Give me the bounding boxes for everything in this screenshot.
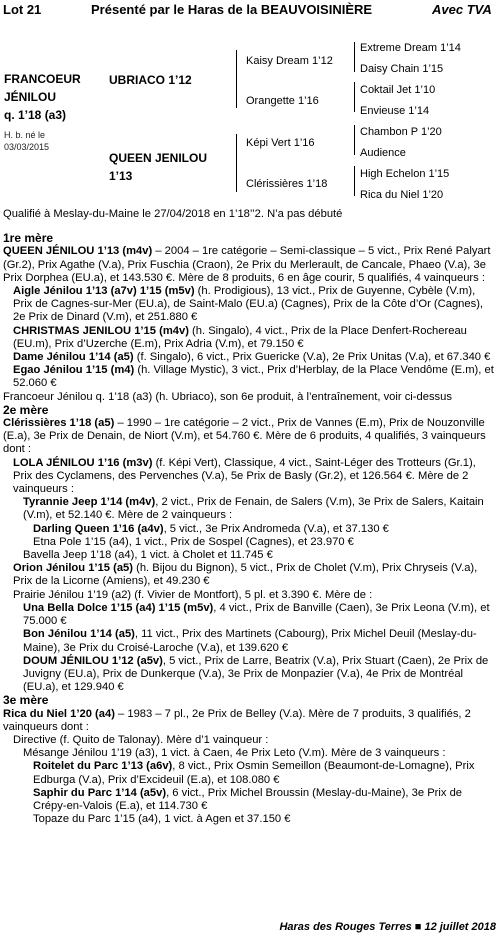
lola-name: LOLA JÉNILOU 1’16 (m3v) [13, 456, 153, 469]
produce-1-name: Aigle Jénilou 1’13 (a7v) 1’15 (m5v) [13, 285, 195, 298]
una-entry [3, 602, 497, 628]
roitelet-name: Roitelet du Parc 1’13 (a6v) [33, 760, 173, 773]
gen2-3: Képi Vert 1’16 [246, 137, 315, 149]
dam1-intro [3, 245, 497, 285]
gen2-2: Orangette 1’16 [246, 95, 319, 107]
bracket-g3-2 [354, 82, 355, 112]
orion-entry [3, 562, 497, 588]
produce-3-details: (f. Singalo), 6 vict., Prix Guericke (V.a), 2e Prix Unitas (V.a), et 67.340 € [133, 351, 491, 364]
gen3-4: Envieuse 1’14 [360, 105, 430, 117]
produce-3-name: Dame Jénilou 1’14 (a5) [13, 351, 134, 364]
gen3-1: Extreme Dream 1’14 [360, 42, 461, 54]
bracket-sire [236, 50, 237, 108]
section-2nd-dam: 2e mère [3, 402, 49, 417]
footer-text: Haras des Rouges Terres ■ 12 juillet 2018 [279, 921, 496, 933]
produce-2-details: (h. Singalo), 4 vict., Prix de la Place Denfert-Rochereau (EU.m), Prix d’Uzerche (E.m), Prix Adria (V.m), et 79.150 € [13, 324, 467, 350]
bavella-entry: Bavella Jeep 1’18 (a4), 1 vict. à Cholet et 11.745 € [23, 549, 273, 562]
orion-name: Orion Jénilou 1’15 (a5) [13, 562, 133, 575]
dam1-details: – 2004 – 1re catégorie – Semi-classique – 5 vict., Prix René Palyart (Gr.2), Prix Agathe (V.a), Prix Fuschia (Craon), 2e Prix du Merlerault, de Cancale, Phaeo (V.a), 3e Prix Dorphea (EU.a), et 143.530 €. Mère de 8 produits, 6 en âge courir, 5 qualifiés, 4 vainqueurs : [3, 245, 491, 284]
dam2-intro [3, 417, 497, 457]
darling-entry [3, 523, 497, 536]
produce-1-details: (h. Prodigious), 13 vict., Prix de Guyenne, Cybèle (V.m), Prix de Cagnes-sur-Mer (EU.a), de Saint-Malo (EU.a) (Cagnes), Prix de la Côte d’Or (Cagnes), 2e Prix de Dinard (V.m), et 251.880 € [13, 285, 484, 324]
tyrannie-details: , 2 vict., Prix de Fenain, de Salers (V.m), 3e Prix de Salers, Kaitain (V.m), et 52.140 €. Mère de 2 vainqueurs : [23, 496, 484, 522]
tyrannie-entry [3, 496, 497, 522]
tva-note: Avec TVA [432, 2, 492, 17]
dam1-name: QUEEN JÉNILOU 1’13 (m4v) [3, 245, 153, 258]
document-body [3, 208, 497, 826]
bracket-g3-4 [354, 166, 355, 196]
page-header [0, 0, 500, 20]
dam3-name: Rica du Niel 1’20 (a4) [3, 707, 115, 720]
horse-birth-label: H. b. né le [4, 130, 46, 140]
gen3-8: Rica du Niel 1’20 [360, 189, 444, 201]
gen3-5: Chambon P 1’20 [360, 126, 442, 138]
saphir-details: , 6 vict., Prix Michel Broussin (Meslay-du-Maine), 3e Prix de Crépy-en-Valois (E.a), et 114.730 € [33, 786, 463, 812]
bon-name: Bon Jénilou 1’14 (a5) [23, 628, 135, 641]
dam3-intro [3, 708, 497, 734]
pedigree-table [0, 38, 500, 210]
produce-4-name: Egao Jénilou 1’15 (m4) [13, 364, 135, 377]
lola-entry [3, 457, 497, 497]
una-name: Una Bella Dolce 1’15 (a4) 1’15 (m5v) [23, 601, 214, 614]
darling-name: Darling Queen 1’16 (a4v) [33, 522, 164, 535]
presenter-title: Présenté par le Haras de la BEAUVOISINIÈRE [91, 2, 373, 17]
doum-name: DOUM JÉNILOU 1’12 (a5v) [23, 654, 163, 667]
horse-name-2: JÉNILOU [4, 90, 57, 104]
topaze-entry: Topaze du Parc 1’15 (a4), 1 vict. à Agen et 37.150 € [33, 813, 291, 826]
dam3-details: – 1983 – 7 pl., 2e Prix de Belley (V.a). Mère de 7 produits, 3 qualifiés, 2 vainqueurs dont : [3, 707, 471, 733]
produce-2 [3, 325, 497, 351]
dam2-name: Clérissières 1’18 (a5) [3, 417, 115, 430]
dam2-details: – 1990 – 1re catégorie – 2 vict., Prix de Vannes (E.m), Prix de Nouzonville (E.a), 3e Prix de Denain, de Niort (V.m), et 54.760 €. Mère de 6 produits, 4 qualifiés, 3 vainqueurs dont : [3, 417, 486, 456]
gen3-2: Daisy Chain 1’15 [360, 63, 444, 75]
bon-details: , 11 vict., Prix des Martinets (Cabourg), Prix Michel Deuil (Meslay-du-Maine), 3e Prix du Croisé-Laroche (V.a), et 139.620 € [23, 628, 477, 654]
produce-3 [3, 351, 497, 364]
gen3-7: High Echelon 1’15 [360, 168, 450, 180]
horse-name-1: FRANCOEUR [4, 72, 81, 86]
produce-4-details: (h. Village Mystic), 3 vict., Prix d’Herblay, de la Place Vendôme (E.m), et 52.060 € [13, 364, 494, 390]
page-footer [0, 921, 500, 933]
gen3-3: Coktail Jet 1’10 [360, 84, 436, 96]
section-3rd-dam: 3e mère [3, 693, 49, 708]
gen3-6: Audience [360, 147, 406, 159]
prairie-entry: Prairie Jénilou 1’19 (a2) (f. Vivier de Montfort), 5 pl. et 3.390 €. Mère de : [13, 588, 373, 601]
gen2-1: Kaisy Dream 1’12 [246, 55, 333, 67]
roitelet-details: , 8 vict., Prix Osmin Semeillon (Beaumont-de-Lomagne), Prix Edburga (V.a), Prix d’Excideuil (E.a), et 108.080 € [33, 760, 475, 786]
produce-4 [3, 364, 497, 390]
orion-details: (h. Bijou du Bignon), 5 vict., Prix de Cholet (V.m), Prix Chryseis (V.a), Prix de la Licorne (Amiens), et 49.230 € [13, 562, 478, 588]
directive-entry: Directive (f. Quito de Talonay). Mère d’1 vainqueur : [13, 733, 269, 746]
produce-2-name: CHRISTMAS JENILOU 1’15 (m4v) [13, 324, 189, 337]
lola-details: (f. Képi Vert), Classique, 4 vict., Saint-Léger des Trotteurs (Gr.1), Prix des Cyclamens, des Pervenches (V.a), 5e Prix de Basly (Gr.2), et 126.564 €. Mère de 2 vainqueurs : [13, 456, 476, 496]
mesange-entry: Mésange Jénilou 1’19 (a3), 1 vict. à Caen, 4e Prix Leto (V.m). Mère de 3 vainqueurs : [23, 747, 446, 760]
dam-record: 1’13 [109, 169, 133, 183]
tyrannie-name: Tyrannie Jeep 1’14 (m4v) [23, 496, 156, 509]
gen2-4: Clérissières 1’18 [246, 178, 328, 190]
darling-details: , 5 vict., 3e Prix Andromeda (V.a), et 37.130 € [163, 522, 389, 535]
bon-entry [3, 628, 497, 654]
saphir-entry [3, 787, 497, 813]
section-1st-dam: 1re mère [3, 231, 54, 246]
doum-details: , 5 vict., Prix de Larre, Beatrix (V.a), Prix Stuart (Caen), 2e Prix de Juvigny (EU.a), Prix de Dunkerque (V.a), 3e Prix de Monpazier (V.a), 4e Prix de Montréal (EU.a), et 129.940 € [23, 654, 489, 694]
roitelet-entry [3, 760, 497, 786]
saphir-name: Saphir du Parc 1’14 (a5v) [33, 786, 167, 799]
horse-birth-date: 03/03/2015 [4, 142, 50, 152]
etna-entry: Etna Pole 1’15 (a4), 1 vict., Prix de Sospel (Cagnes), et 23.970 € [33, 535, 354, 548]
sire-name: UBRIACO 1’12 [109, 73, 192, 87]
lot-number: Lot 21 [3, 2, 42, 17]
doum-entry [3, 655, 497, 695]
bracket-dam [236, 134, 237, 192]
bracket-g3-3 [354, 125, 355, 155]
produce-1 [3, 285, 497, 325]
qualification-note: Qualifié à Meslay-du-Maine le 27/04/2018 en 1’18’’2. N’a pas débuté [3, 208, 343, 220]
bracket-g3-1 [354, 42, 355, 72]
horse-record: q. 1’18 (a3) [4, 108, 67, 122]
dam-name: QUEEN JENILOU [109, 151, 208, 165]
una-details: , 4 vict., Prix de Banville (Caen), 3e Prix Leona (V.m), et 75.000 € [23, 601, 490, 628]
produce-5: Francoeur Jénilou q. 1’18 (a3) (h. Ubriaco), son 6e produit, à l’entraînement, voir ci-dessus [3, 390, 452, 403]
